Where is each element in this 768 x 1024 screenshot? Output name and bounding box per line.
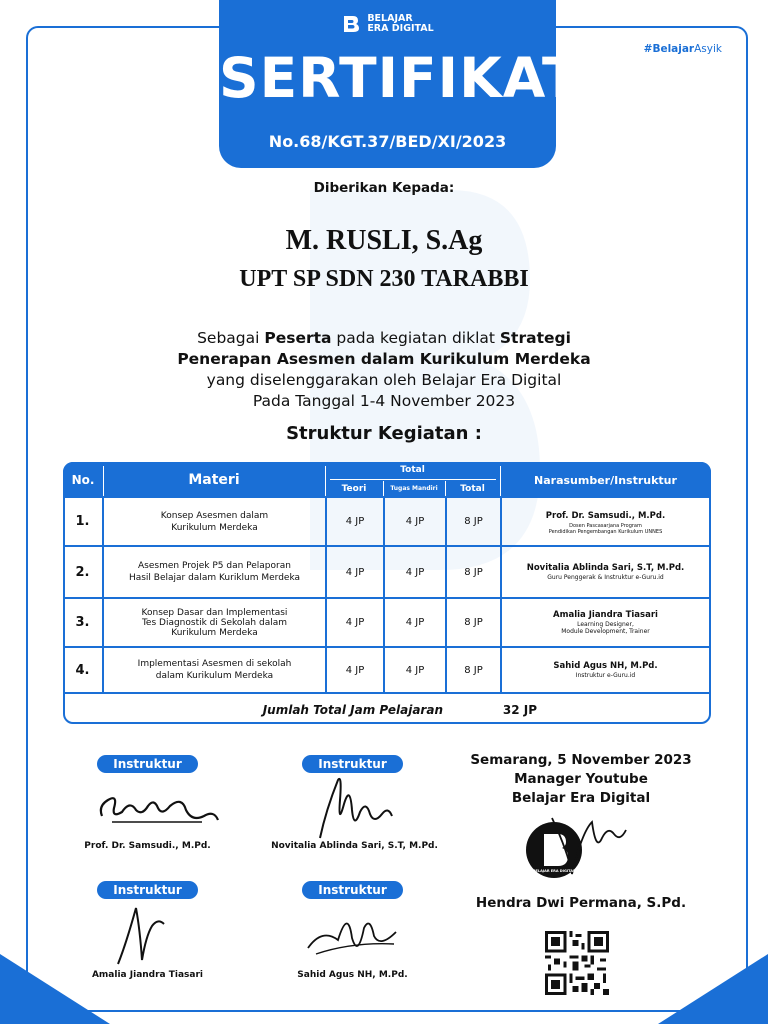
row-2-nara-name: Novitalia Ablinda Sari, S.T, M.Pd. xyxy=(526,563,685,573)
header-narasumber: Narasumber/Instruktur xyxy=(534,473,677,487)
row-2-no: 2. xyxy=(75,564,90,580)
signature-name-3: Amalia Jiandra Tiasari xyxy=(91,970,204,980)
brand-line-1: BELAJAR xyxy=(367,13,413,24)
header-divider xyxy=(445,481,446,496)
recipient-school: UPT SP SDN 230 TARABBI xyxy=(239,266,529,292)
recipient-name: M. RUSLI, S.Ag xyxy=(285,225,483,256)
row-3-nara-role: Learning Designer, Module Development, Trainer xyxy=(561,621,650,635)
row-1-tugas: 4 JP xyxy=(405,516,425,527)
header-divider xyxy=(500,466,501,496)
header-tugas: Tugas Mandiri xyxy=(390,484,438,492)
manager-org: Belajar Era Digital xyxy=(511,790,651,806)
row-2-teori: 4 JP xyxy=(345,566,365,578)
instructor-badge-4: Instruktur xyxy=(302,881,403,899)
row-1-nara-name: Prof. Dr. Samsudi., M.Pd. xyxy=(545,510,666,521)
row-2-tugas: 4 JP xyxy=(405,566,425,578)
row-2-narasumber xyxy=(502,547,709,597)
instructor-badge-1: Instruktur xyxy=(97,755,198,773)
brand-logo-icon xyxy=(341,14,361,34)
header-total: Total xyxy=(460,484,485,494)
header-divider xyxy=(383,481,384,496)
row-3-materi: Konsep Dasar dan Implementasi Tes Diagnostik di Sekolah dalam Kurikulum Merdeka xyxy=(141,607,288,638)
desc-l4: Pada Tanggal 1-4 November 2023 xyxy=(252,392,516,410)
total-hours-label: Jumlah Total Jam Pelajaran xyxy=(262,703,443,717)
header-teori: Teori xyxy=(341,484,367,494)
signature-name-4: Sahid Agus NH, M.Pd. xyxy=(297,970,408,980)
description xyxy=(0,328,768,412)
brand-line-2: ERA DIGITAL xyxy=(367,23,434,34)
certificate-number: No.68/KGT.37/BED/XI/2023 xyxy=(268,132,507,151)
signature-3 xyxy=(112,900,172,968)
row-1-no: 1. xyxy=(75,514,90,529)
desc-l2: Penerapan Asesmen dalam Kurikulum Merdeka xyxy=(177,350,591,368)
header-divider xyxy=(103,466,104,496)
row-4-tugas: 4 JP xyxy=(405,664,425,676)
row-4-nara-name: Sahid Agus NH, M.Pd. xyxy=(553,661,658,671)
row-3-total: 8 JP xyxy=(464,617,483,628)
header-no: No. xyxy=(71,473,95,487)
certificate-title: SERTIFIKAT xyxy=(219,46,581,110)
row-4-no: 4. xyxy=(75,662,90,678)
row-3-narasumber xyxy=(502,599,709,646)
header-divider xyxy=(325,466,326,496)
row-4-teori: 4 JP xyxy=(345,664,365,676)
given-label: Diberikan Kepada: xyxy=(313,180,455,196)
signature-1 xyxy=(92,776,222,838)
row-3-nara-name: Amalia Jiandra Tiasari xyxy=(553,610,658,620)
manager-title: Manager Youtube xyxy=(514,771,648,787)
row-1-narasumber xyxy=(502,500,709,545)
header-total-group: Total xyxy=(400,465,425,475)
row-3-teori: 4 JP xyxy=(345,617,365,628)
desc-l3: yang diselenggarakan oleh Belajar Era Digital xyxy=(206,371,562,389)
instructor-badge-3: Instruktur xyxy=(97,881,198,899)
structure-title: Struktur Kegiatan : xyxy=(286,423,482,444)
signature-name-1: Prof. Dr. Samsudi., M.Pd. xyxy=(84,841,211,851)
hashtag-bold: #Belajar xyxy=(643,43,695,55)
manager-name: Hendra Dwi Permana, S.Pd. xyxy=(475,895,687,911)
hashtag xyxy=(644,43,722,55)
total-hours-value: 32 JP xyxy=(502,703,538,717)
desc-l1c: pada kegiatan diklat xyxy=(331,329,500,347)
row-2-nara-role: Guru Penggerak & Instruktur e-Guru.id xyxy=(547,574,664,581)
stamp-text: BELAJAR ERA DIGITAL xyxy=(532,869,576,873)
row-1-teori: 4 JP xyxy=(345,516,365,527)
row-4-total: 8 JP xyxy=(464,664,483,676)
instructor-badge-2: Instruktur xyxy=(302,755,403,773)
row-3-tugas: 4 JP xyxy=(405,617,425,628)
signature-2 xyxy=(312,770,394,842)
row-1-total: 8 JP xyxy=(464,516,483,527)
desc-l1a: Sebagai xyxy=(197,329,265,347)
row-1-materi: Konsep Asesmen dalam Kurikulum Merdeka xyxy=(160,510,269,533)
brand xyxy=(219,14,556,34)
desc-l1d: Strategi xyxy=(499,329,571,347)
row-3-no: 3. xyxy=(75,615,90,630)
header-materi: Materi xyxy=(188,472,240,488)
signature-4 xyxy=(302,898,402,968)
manager-block xyxy=(450,751,712,808)
desc-l1b: Peserta xyxy=(264,329,332,347)
signature-name-2: Novitalia Ablinda Sari, S.T, M.Pd. xyxy=(271,841,438,851)
row-2-total: 8 JP xyxy=(464,566,483,578)
row-4-materi: Implementasi Asesmen di sekolah dalam Kurikulum Merdeka xyxy=(137,659,292,681)
header-divider xyxy=(330,479,496,480)
row-4-narasumber xyxy=(502,648,709,692)
row-4-nara-role: Instruktur e-Guru.id xyxy=(575,672,636,679)
certificate-header xyxy=(219,0,581,168)
qr-code[interactable] xyxy=(545,931,609,995)
row-1-nara-role: Dosen Pascasarjana Program Pendidikan Pengembangan Kurikulum UNNES xyxy=(548,522,663,535)
manager-place-date: Semarang, 5 November 2023 xyxy=(470,752,692,768)
hashtag-rest: Asyik xyxy=(694,43,722,55)
grid-line xyxy=(63,692,711,694)
row-2-materi: Asesmen Projek P5 dan Pelaporan Hasil Belajar dalam Kuriklum Merdeka xyxy=(128,561,301,583)
